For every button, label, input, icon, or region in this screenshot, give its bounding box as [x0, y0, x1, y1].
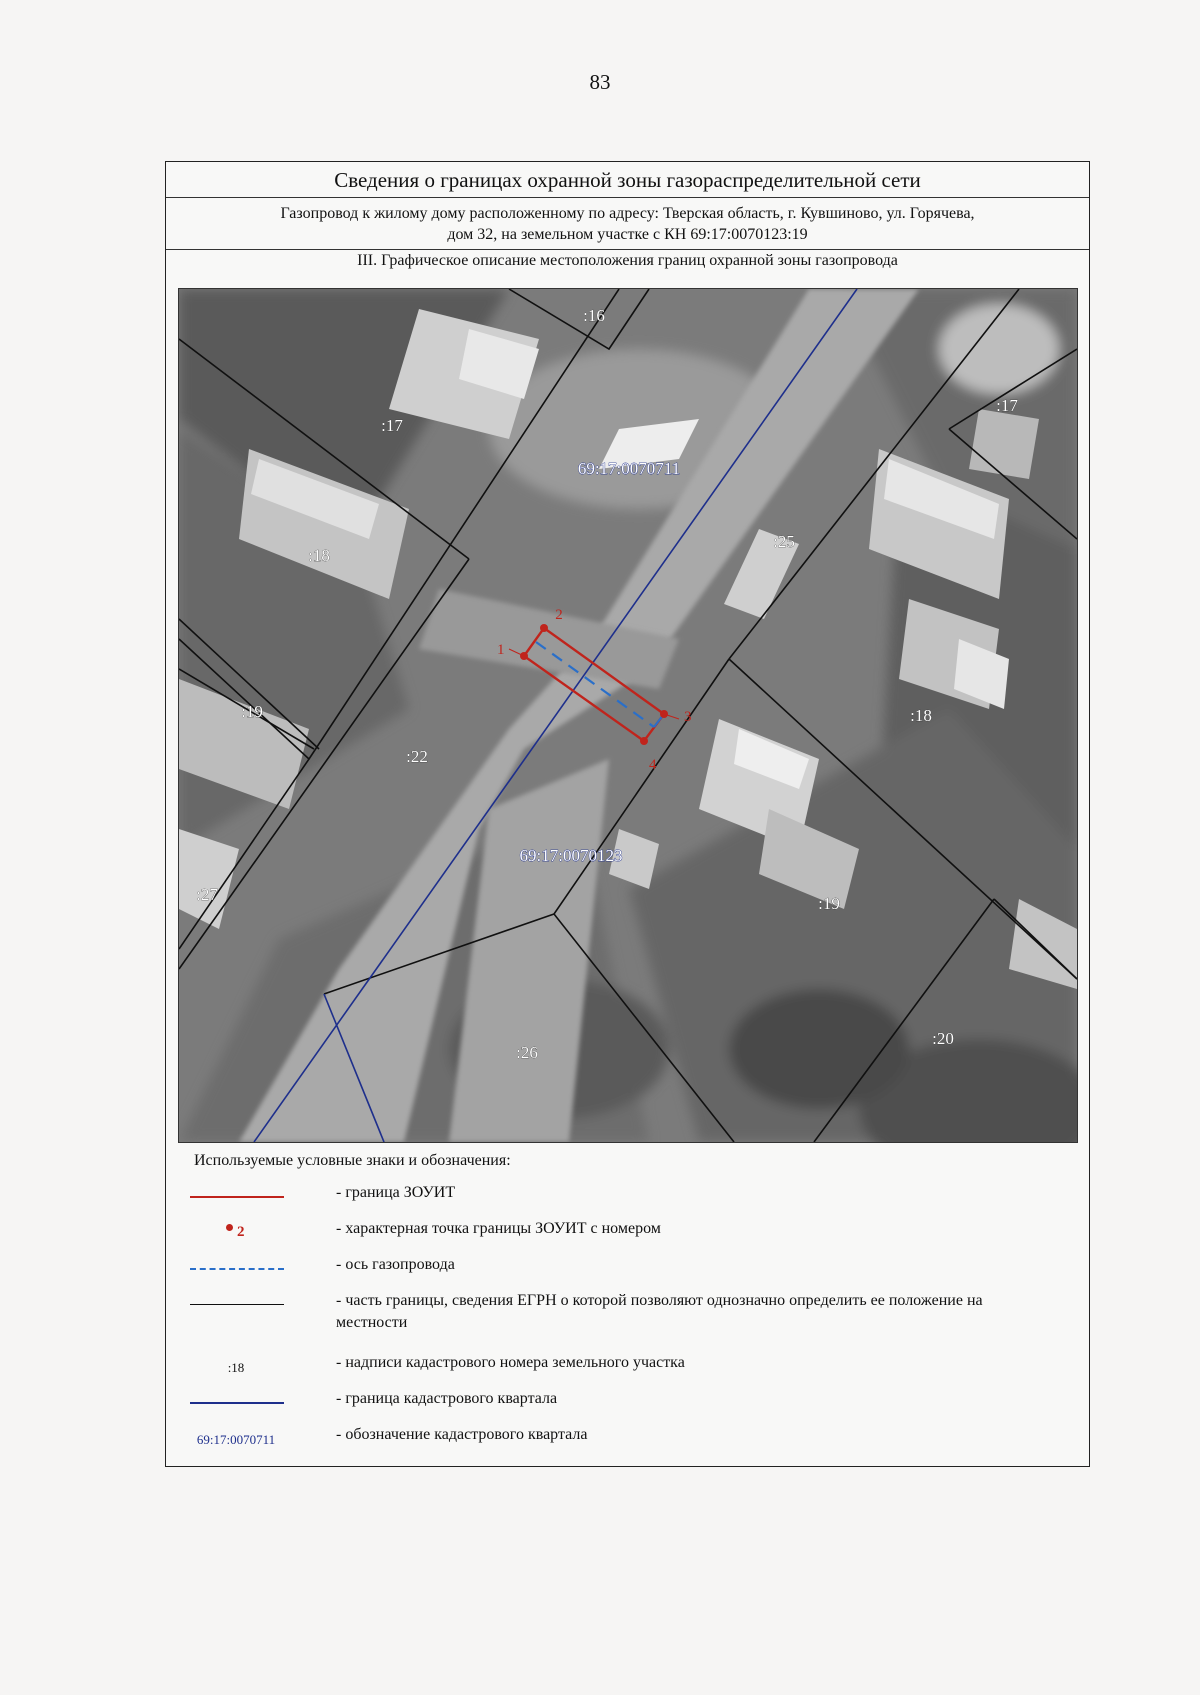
legend-symbol-blue-dashed: [180, 1254, 300, 1284]
parcel-label-27: :27: [196, 885, 218, 904]
legend-item-quarter-label: [180, 1424, 1070, 1464]
document-frame: [165, 161, 1090, 1467]
legend-symbol-black-line: [180, 1290, 300, 1320]
map-svg: [179, 289, 1077, 1142]
legend-item-parcel-label: [180, 1352, 1070, 1392]
red-point-icon: [226, 1224, 233, 1231]
section-heading: III. Графическое описание местоположения границ охранной зоны газопровода: [357, 252, 898, 269]
legend-item-quarter-border: [180, 1388, 1070, 1428]
boundary-point-2: [540, 624, 548, 632]
legend-symbol-dark-blue-line: [180, 1388, 300, 1418]
legend-symbol-red-point: [180, 1218, 300, 1248]
document-subtitle: [166, 198, 1089, 250]
dark-blue-line-icon: [190, 1402, 284, 1404]
point-label-2: 2: [555, 607, 563, 623]
quarter-label-0070711: 69:17:0070711: [577, 459, 681, 478]
legend-text: - часть границы, сведения ЕГРН о которой позволяют однозначно определить ее положение на местности: [336, 1292, 983, 1331]
parcel-label-19-left: :19: [241, 702, 263, 721]
legend-point-number: 2: [237, 1224, 245, 1240]
legend-text: - ось газопровода: [336, 1256, 455, 1273]
legend-title: Используемые условные знаки и обозначения:: [194, 1152, 511, 1169]
legend-text: - граница кадастрового квартала: [336, 1390, 558, 1407]
boundary-point-4: [640, 737, 648, 745]
parcel-label-20: :20: [932, 1029, 954, 1048]
parcel-label-19-right: :19: [818, 894, 840, 913]
subtitle-line-2: дом 32, на земельном участке с КН 69:17:0070123:19: [447, 226, 808, 243]
page-number: 83: [589, 70, 611, 94]
red-line-icon: [190, 1196, 284, 1198]
parcel-label-22: :22: [406, 747, 428, 766]
parcel-label-26: :26: [516, 1043, 538, 1062]
legend-text: - характерная точка границы ЗОУИТ с номером: [336, 1220, 661, 1237]
legend-symbol-parcel-label: [180, 1352, 300, 1382]
legend-text: - надписи кадастрового номера земельного участка: [336, 1354, 685, 1371]
parcel-label-25: :25: [773, 532, 795, 551]
parcel-label-18-right: :18: [910, 706, 932, 725]
quarter-label-0070123: 69:17:0070123: [519, 846, 623, 865]
legend-quarter-label-sample: 69:17:0070711: [196, 1432, 276, 1447]
legend-item-egrn-border: [180, 1290, 1070, 1340]
point-label-4: 4: [649, 757, 657, 773]
parcel-label-16: :16: [583, 306, 605, 325]
black-line-icon: [190, 1304, 284, 1305]
point-label-1: 1: [497, 642, 505, 658]
legend-text: - обозначение кадастрового квартала: [336, 1426, 588, 1443]
legend-symbol-red-line: [180, 1182, 300, 1212]
blue-dashed-line-icon: [190, 1268, 284, 1270]
legend-item-boundary-point: [180, 1218, 1070, 1258]
point-label-3: 3: [684, 709, 692, 725]
document-title: Сведения о границах охранной зоны газораспределительной сети: [166, 162, 1089, 198]
subtitle-line-1: Газопровод к жилому дому расположенному по адресу: Тверская область, г. Кувшиново, ул. Горячева,: [280, 205, 975, 222]
legend-item-gas-axis: [180, 1254, 1070, 1294]
legend-symbol-quarter-label: [180, 1424, 300, 1454]
parcel-label-18-left: :18: [308, 546, 330, 565]
cadastral-map: [178, 288, 1078, 1143]
legend-text: - граница ЗОУИТ: [336, 1184, 456, 1201]
parcel-label-17-left: :17: [381, 416, 403, 435]
parcel-label-17-right: :17: [996, 396, 1018, 415]
legend-item-zone-border: [180, 1182, 1070, 1222]
legend-parcel-label-sample: :18: [227, 1360, 245, 1375]
